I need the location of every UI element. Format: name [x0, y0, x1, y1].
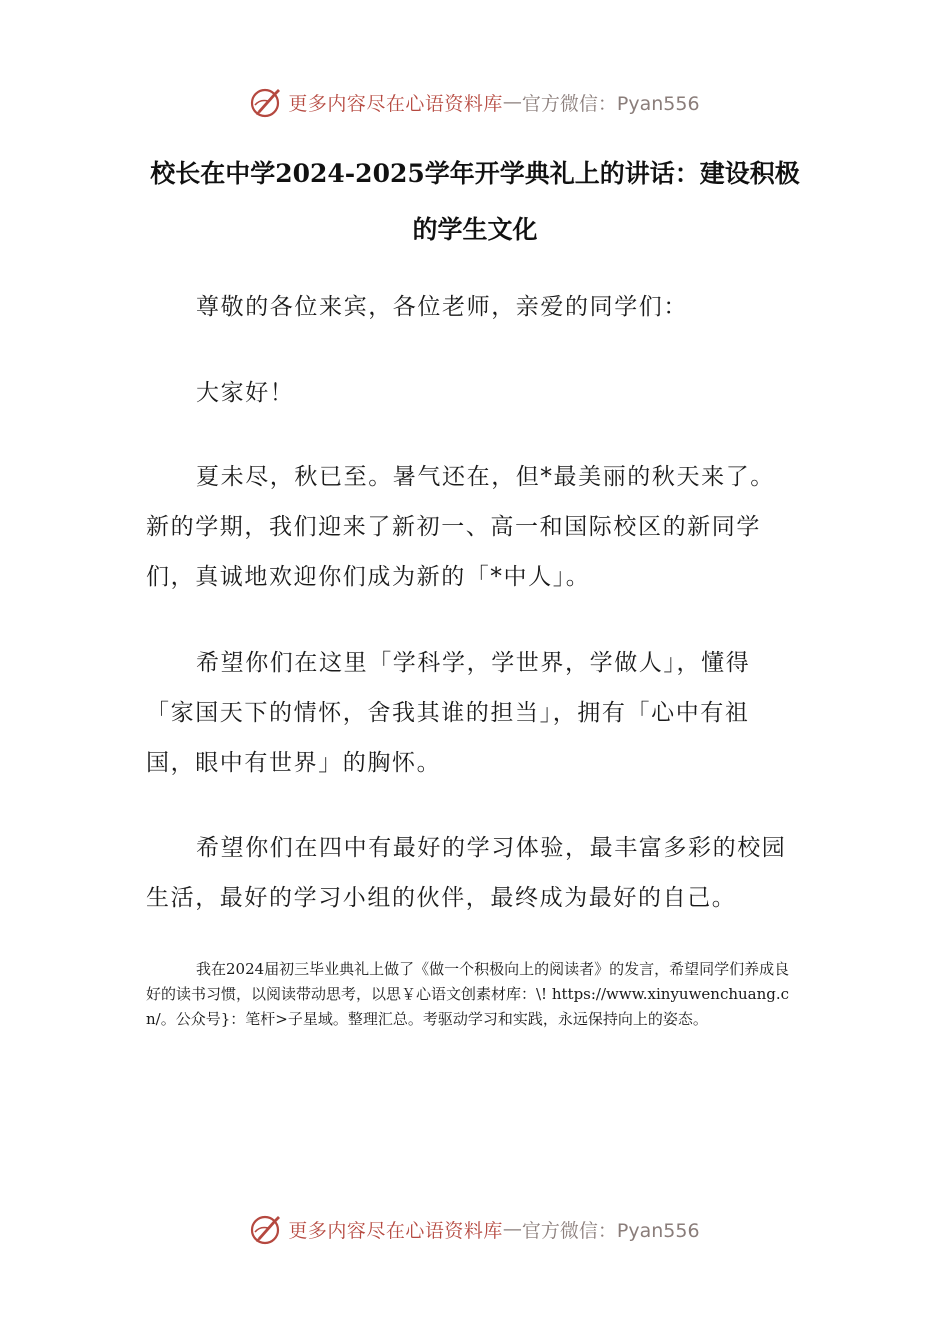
- pen-nib-logo-icon: [250, 1212, 284, 1246]
- banner-slogan: 更多内容尽在心语资料库: [288, 1219, 503, 1242]
- banner-wechat: 官方微信：Pyan556: [521, 92, 700, 115]
- paragraph-greeting: 大家好！: [196, 380, 295, 406]
- header-banner: [0, 82, 950, 122]
- banner-separator: —: [502, 1218, 522, 1240]
- paragraph-salutation: 尊敬的各位来宾，各位老师，亲爱的同学们：: [196, 294, 688, 320]
- banner-wechat: 官方微信：Pyan556: [521, 1219, 700, 1242]
- pen-nib-logo-icon: [250, 85, 284, 119]
- note-paragraph: 我在2024届初三毕业典礼上做了《做一个积极向上的阅读者》的发言，希望同学们养成良好的读书习惯，以阅读带动思考，以思￥心语文创素材库：\! https://www.xinyuwenchuang.cn/。公众号}：笔杆>子星域。整理汇总。考驱动学习和实践，永远保持向上的姿态。: [146, 960, 790, 1028]
- paragraph-welcome: 夏未尽，秋已至。暑气还在，但*最美丽的秋天来了。新的学期，我们迎来了新初一、高一和国际校区的新同学们，真诚地欢迎你们成为新的「*中人」。: [146, 464, 775, 590]
- paragraph-hope-values: 希望你们在这里「学科学，学世界，学做人」，懂得「家国天下的情怀，舍我其谁的担当」，拥有「心中有祖国，眼中有世界」的胸怀。: [146, 650, 751, 776]
- document-title: 校长在中学2024-2025学年开学典礼上的讲话：建设积极的学生文化: [150, 159, 800, 244]
- banner-slogan: 更多内容尽在心语资料库: [288, 92, 503, 115]
- footer-banner: [0, 1209, 950, 1249]
- banner-separator: —: [502, 91, 522, 113]
- paragraph-hope-experience: 希望你们在四中有最好的学习体验，最丰富多彩的校园生活，最好的学习小组的伙伴，最终成为最好的自己。: [146, 835, 787, 911]
